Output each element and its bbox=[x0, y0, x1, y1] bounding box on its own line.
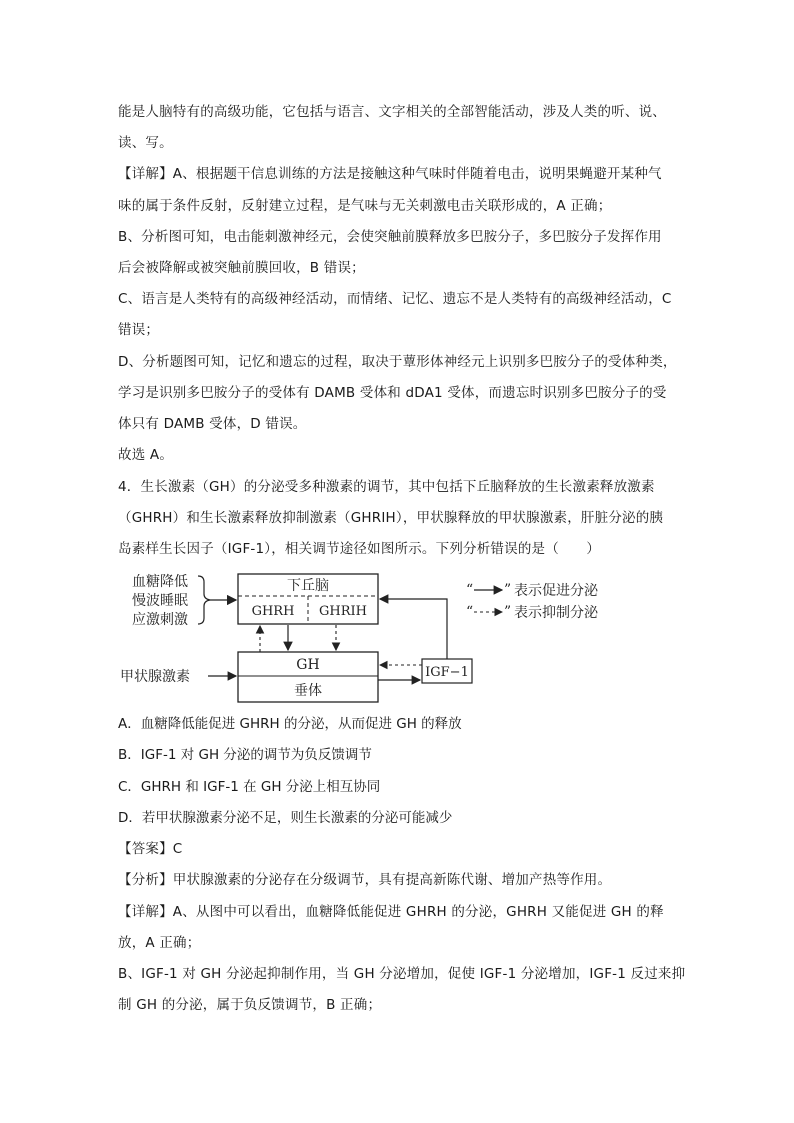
ghrih-label: GHRIH bbox=[319, 604, 367, 619]
option-d: D．若甲状腺激素分泌不足，则生长激素的分泌可能减少 bbox=[118, 810, 453, 826]
legend-quote: ” bbox=[504, 604, 512, 620]
option-b: B．IGF-1 对 GH 分泌的调节为负反馈调节 bbox=[118, 747, 372, 763]
detail-line: 【详解】A、从图中可以看出，血糖降低能促进 GHRH 的分泌，GHRH 又能促进 GH 的释 bbox=[118, 904, 664, 920]
thyroid-label: 甲状腺激素 bbox=[120, 669, 190, 685]
text-line: B、分析图可知，电击能刺激神经元，会使突触前膜释放多巴胺分子，多巴胺分子发挥作用 bbox=[118, 229, 662, 245]
question-4-line: 4．生长激素（GH）的分泌受多种激素的调节，其中包括下丘脑释放的生长激素释放激素 bbox=[118, 479, 655, 495]
option-a: A．血糖降低能促进 GHRH 的分泌，从而促进 GH 的释放 bbox=[118, 716, 462, 732]
stimulus-label: 血糖降低 bbox=[132, 574, 188, 590]
text-line: 体只有 DAMB 受体，D 错误。 bbox=[118, 416, 307, 432]
question-4-line: 岛素样生长因子（IGF-1），相关调节途径如图所示。下列分析错误的是（ ） bbox=[118, 541, 601, 557]
stimulus-label: 慢波睡眠 bbox=[132, 593, 188, 609]
detail-line: 制 GH 的分泌，属于负反馈调节，B 正确； bbox=[118, 997, 382, 1013]
igf-label: IGF−1 bbox=[425, 665, 469, 680]
gh-label: GH bbox=[296, 657, 320, 673]
text-line: 读、写。 bbox=[118, 135, 173, 151]
question-4-line: （GHRH）和生长激素释放抑制激素（GHRIH），甲状腺释放的甲状腺激素，肝脏分泌的胰 bbox=[118, 510, 664, 526]
text-line: C、语言是人类特有的高级神经活动，而情绪、记忆、遗忘不是人类特有的高级神经活动，C bbox=[118, 291, 672, 307]
text-line: 味的属于条件反射，反射建立过程，是气味与无关刺激电击关联形成的，A 正确； bbox=[118, 198, 612, 214]
detail-line: 放，A 正确； bbox=[118, 935, 201, 951]
answer: 【答案】C bbox=[118, 841, 183, 857]
legend-quote: ” bbox=[504, 582, 512, 598]
stimulus-label: 应激刺激 bbox=[132, 612, 188, 628]
text-line: 【详解】A、根据题干信息训练的方法是接触这种气味时伴随着电击，说明果蝇避开某种气 bbox=[118, 166, 662, 182]
option-c: C．GHRH 和 IGF-1 在 GH 分泌上相互协同 bbox=[118, 779, 381, 795]
text-line: 故选 A。 bbox=[118, 447, 174, 463]
text-line: 学习是识别多巴胺分子的受体有 DAMB 受体和 dDA1 受体，而遗忘时识别多巴胺分子的受 bbox=[118, 385, 667, 401]
igf-to-hypothalamus-arrow bbox=[380, 599, 447, 659]
legend-inhibit: 表示抑制分泌 bbox=[514, 605, 598, 621]
ghrh-label: GHRH bbox=[251, 604, 295, 619]
legend-quote: “ bbox=[466, 604, 474, 620]
text-line: 能是人脑特有的高级功能，它包括与语言、文字相关的全部智能活动，涉及人类的听、说、 bbox=[118, 104, 666, 120]
text-line: D、分析题图可知，记忆和遗忘的过程，取决于蕈形体神经元上识别多巴胺分子的受体种类， bbox=[118, 354, 677, 370]
hypothalamus-label: 下丘脑 bbox=[287, 578, 329, 594]
text-line: 错误； bbox=[118, 322, 160, 338]
pituitary-label: 垂体 bbox=[294, 683, 322, 699]
regulation-diagram bbox=[118, 568, 638, 708]
detail-line: B、IGF-1 对 GH 分泌起抑制作用，当 GH 分泌增加，促使 IGF-1 分泌增加，IGF-1 反过来抑 bbox=[118, 966, 686, 982]
legend-promote: 表示促进分泌 bbox=[514, 583, 598, 599]
legend-quote: “ bbox=[466, 582, 474, 598]
text-line: 后会被降解或被突触前膜回收，B 错误； bbox=[118, 260, 365, 276]
brace bbox=[198, 576, 210, 624]
analysis: 【分析】甲状腺激素的分泌存在分级调节，具有提高新陈代谢、增加产热等作用。 bbox=[118, 872, 612, 888]
